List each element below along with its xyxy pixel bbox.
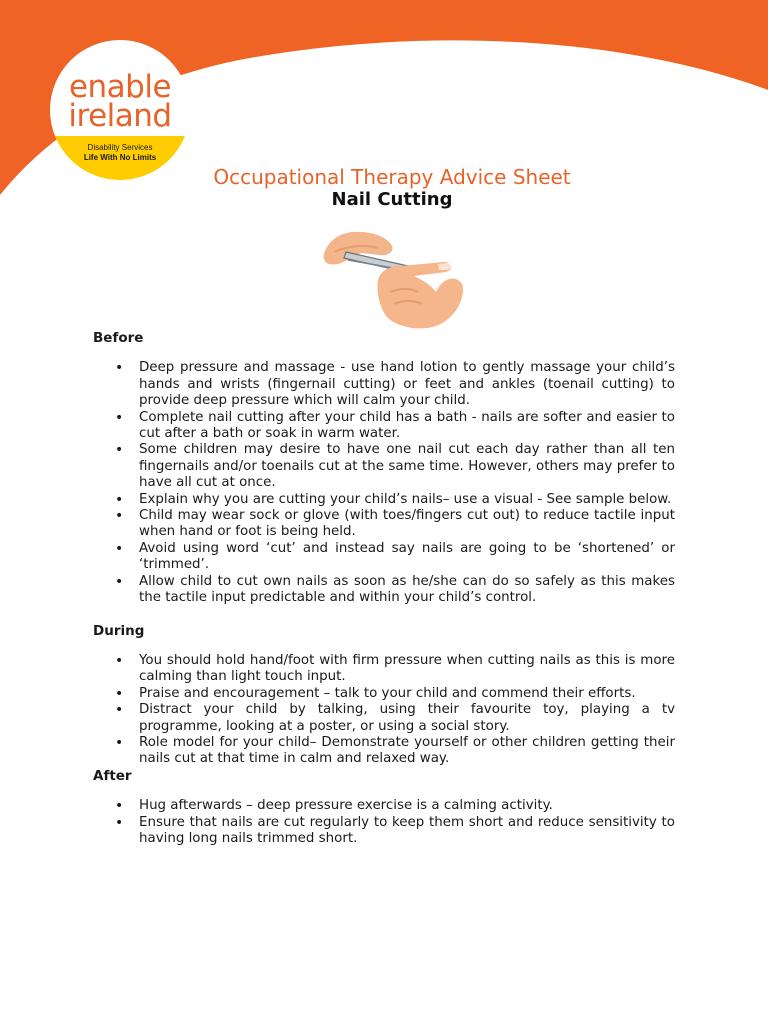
logo-tagline-services: Disability Services: [87, 143, 153, 152]
list-item: • Complete nail cutting after your child has a bath - nails are softer and easier to cut after a bath or soak in warm water.: [93, 410, 675, 443]
document-title: Occupational Therapy Advice Sheet: [213, 165, 571, 189]
list-item: • Praise and encouragement – talk to your child and commend their efforts.: [93, 686, 675, 702]
section-heading-during: During: [93, 622, 145, 639]
enable-ireland-logo: [50, 40, 190, 180]
hand-nail-clipper-icon: [318, 222, 466, 330]
list-item: • You should hold hand/foot with firm pressure when cutting nails as this is more calming than light touch input.: [93, 653, 675, 686]
list-item: • Allow child to cut own nails as soon as he/she can do so safely as this makes the tactile input predictable and within your child’s control.: [93, 574, 675, 607]
section-heading-before: Before: [93, 330, 144, 346]
logo-word-ireland: ireland: [68, 98, 172, 134]
section-heading-after: After: [93, 767, 132, 784]
list-item: • Role model for your child– Demonstrate yourself or other children getting their nails cut at that time in calm and relaxed way.: [93, 735, 675, 768]
document-subtitle: Nail Cutting: [331, 189, 453, 210]
logo-word-enable: enable: [68, 69, 172, 105]
after-list: [93, 798, 675, 847]
list-item: • Avoid using word ‘cut’ and instead say nails are going to be ‘shortened’ or ‘trimmed’.: [93, 541, 675, 574]
list-item: • Ensure that nails are cut regularly to keep them short and reduce sensitivity to having long nails trimmed short.: [93, 815, 675, 848]
logo-tagline-slogan: Life With No Limits: [83, 153, 157, 162]
list-item: • Explain why you are cutting your child’s nails– use a visual - See sample below.: [93, 492, 675, 508]
before-list: [93, 360, 675, 606]
list-item: • Deep pressure and massage - use hand lotion to gently massage your child’s hands and wrists (fingernail cutting) or feet and ankles (toenail cutting) to provide deep pressure which will calm your child.: [93, 360, 675, 409]
list-item: • Some children may desire to have one nail cut each day rather than all ten fingernails and/or toenails cut at the same time. However, others may prefer to have all cut at once.: [93, 442, 675, 491]
list-item: • Hug afterwards – deep pressure exercise is a calming activity.: [93, 798, 675, 814]
advice-content: [93, 330, 675, 847]
list-item: • Child may wear sock or glove (with toes/fingers cut out) to reduce tactile input when hand or foot is being held.: [93, 508, 675, 541]
list-item: • Distract your child by talking, using their favourite toy, playing a tv programme, looking at a poster, or using a social story.: [93, 702, 675, 735]
during-list: [93, 653, 675, 768]
